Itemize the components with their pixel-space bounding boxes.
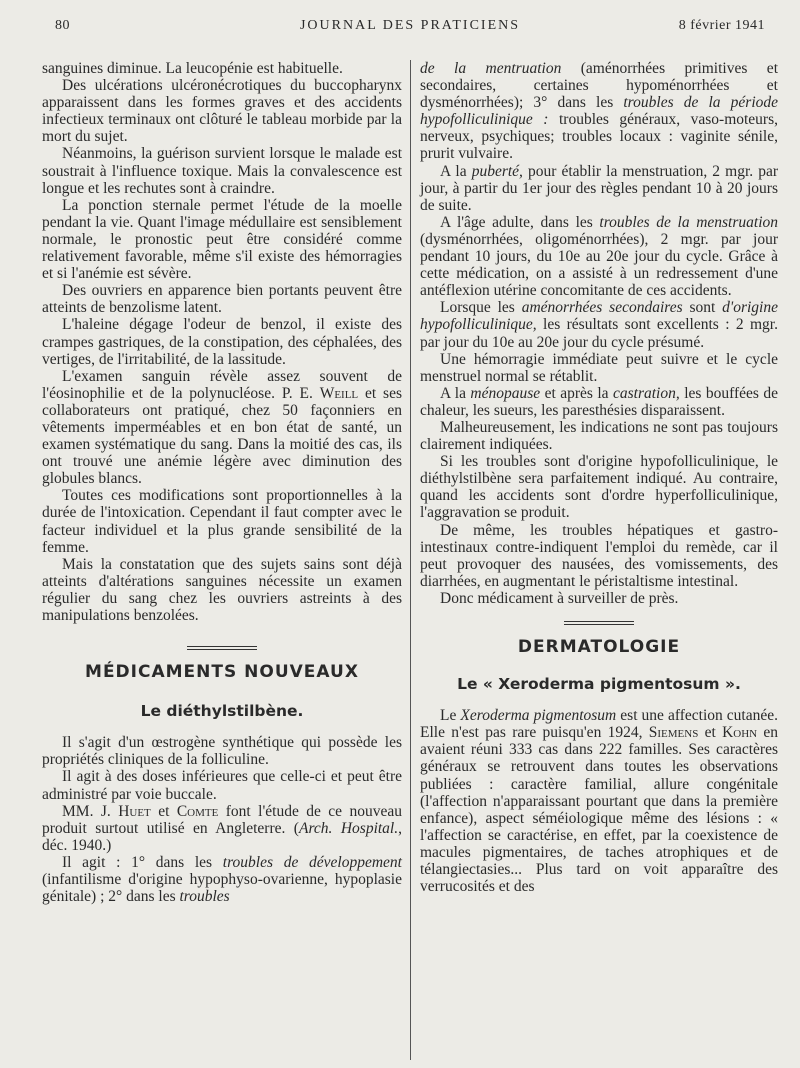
article-title-xeroderma: Le « Xeroderma pigmentosum ». [457, 675, 741, 694]
author-name: Kohn [722, 724, 758, 742]
paragraph: Mais la constatation que des sujets sains sont déjà atteints d'altérations sanguines nécessite un examen régulier du sang chez les ouvriers astreints à des manipulations benzolées. [42, 555, 402, 624]
author-name: Huet [118, 802, 151, 820]
journal-title: JOURNAL DES PRATICIENS [299, 18, 521, 33]
page-header [55, 18, 765, 40]
section-title-dermatologie: DERMATOLOGIE [517, 637, 681, 657]
paragraph: Lorsque les aménorrhées secondaires sont d'origine hypofolliculinique, les résultats sont excellents : 2 mgr. par jour du 10e au 20e jour du cycle présumé. [420, 299, 778, 351]
paragraph: Des ouvriers en apparence bien portants peuvent être atteints de benzolisme latent. [42, 282, 402, 317]
paragraph: A la ménopause et après la castration, les bouffées de chaleur, les sueurs, les paresthésies disparaissent. [420, 384, 778, 419]
paragraph: Le Xeroderma pigmentosum est une affection cutanée. Elle n'est pas rare puisqu'en 1924, Siemens et Kohn en avaient réuni 333 cas dans 222 familles. Ses caractères généraux se retrouvent dans toutes les observations publiées : caractère familial, allure congénitale (l'affection n'apparaissant pourtant que dans la première enfance), aspect séméiologique même des lésions : « l'affection se caractérise, en effet, par la coexistence de macules pigmentaires, de taches atrophiques et de télangiectasies... Plus tard on voit apparaître des verrucosités et des [420, 707, 778, 896]
paragraph: Toutes ces modifications sont proportionnelles à la durée de l'intoxication. Cependant il faut compter avec le facteur individuel et la plus grande sensibilité de la femme. [42, 487, 402, 556]
author-name: Weill [319, 384, 359, 402]
page-number: 80 [55, 18, 70, 33]
paragraph: La ponction sternale permet l'étude de la moelle pendant la vie. Quant l'image médullaire est sensiblement normale, le pronostic peut être considéré comme relativement favorable, même s'il existe des hémorragies et si l'anémie est sévère. [42, 196, 402, 283]
column-divider [410, 60, 411, 1060]
right-column [420, 60, 778, 895]
paragraph: Des ulcérations ulcéronécrotiques du buccopharynx apparaissent dans les formes graves et des accidents infectieux terminaux ont clôturé le tableau morbide par la mort du sujet. [42, 77, 402, 146]
paragraph: MM. J. Huet et Comte font l'étude de ce nouveau produit surtout utilisé en Angleterre. (Arch. Hospital., déc. 1940.) [42, 802, 403, 854]
article-title-diethylstilbene: Le diéthylstilbène. [140, 702, 304, 721]
paragraph: de la mentruation (aménorrhées primitives et secondaires, certaines hypoménorrhées et dysménorrhées); 3° dans les troubles de la période hypofolliculinique : troubles généraux, vaso-moteurs, nerveux, psychiques; troubles locaux : vaginite sénile, prurit vulvaire. [420, 60, 779, 163]
paragraph: L'examen sanguin révèle assez souvent de l'éosinophilie et de la polynucléose. P. E. Weill et ses collaborateurs ont pratiqué, chez 50 façonniers en vêtements imperméables et en bon état de santé, un examen systématique du sang. Dans la moitié des cas, ils ont trouvé une anémie légère avec diminution des globules blancs. [42, 367, 402, 488]
paragraph: Une hémorragie immédiate peut suivre et le cycle menstruel normal se rétablit. [420, 350, 778, 385]
section-title-medicaments: MÉDICAMENTS NOUVEAUX [85, 662, 359, 683]
issue-date: 8 février 1941 [678, 18, 765, 33]
author-name: Comte [176, 802, 219, 820]
paragraph: Il agit : 1° dans les troubles de développement (infantilisme d'origine hypophyso-ovarienne, hypoplasie génitale) ; 2° dans les troubles [42, 853, 402, 906]
paragraph: Il agit à des doses inférieures que celle-ci et peut être administré par voie buccale. [42, 768, 402, 803]
paragraph: Si les troubles sont d'origine hypofolliculinique, le diéthylstilbène sera parfaitement indiqué. Au contraire, quand les accidents sont d'ordre hyperfolliculinique, l'aggravation se produit. [420, 453, 778, 522]
paragraph: Donc médicament à surveiller de près. [440, 589, 679, 607]
paragraph: Malheureusement, les indications ne sont pas toujours clairement indiquées. [420, 418, 778, 454]
paragraph: A la puberté, pour établir la menstruation, 2 mgr. par jour, à partir du 1er jour des règles pendant 10 à 20 jours de suite. [420, 162, 778, 214]
left-column [42, 60, 402, 905]
journal-reference: Arch. Hospital. [298, 819, 399, 837]
paragraph: A l'âge adulte, dans les troubles de la menstruation (dysménorrhées, oligoménorrhées), 2 mgr. par jour pendant 10 jours, du 10e au 20e jour du cycle. Grâce à cette médication, on a assisté à un redressement d'une antéflexion utérine concomitante de ces accidents. [420, 213, 778, 300]
paragraph: L'haleine dégage l'odeur de benzol, il existe des crampes gastriques, de la constipation, des céphalées, des vertiges, de l'irritabilité, de la lassitude. [42, 316, 402, 368]
author-name: Siemens [648, 724, 699, 742]
paragraph: Néanmoins, la guérison survient lorsque le malade est soustrait à l'influence toxique. Mais la convalescence est longue et les rechutes sont à craindre. [42, 145, 402, 197]
paragraph: sanguines diminue. La leucopénie est habituelle. [42, 60, 343, 77]
paragraph: Il s'agit d'un œstrogène synthétique qui possède les propriétés cliniques de la folliculine. [42, 734, 402, 769]
paragraph: De même, les troubles hépatiques et gastro-intestinaux contre-indiquent l'emploi du remède, car il peut provoquer des nausées, des vomissements, des diarrhées, en augmentant le péristaltisme intestinal. [420, 521, 778, 590]
